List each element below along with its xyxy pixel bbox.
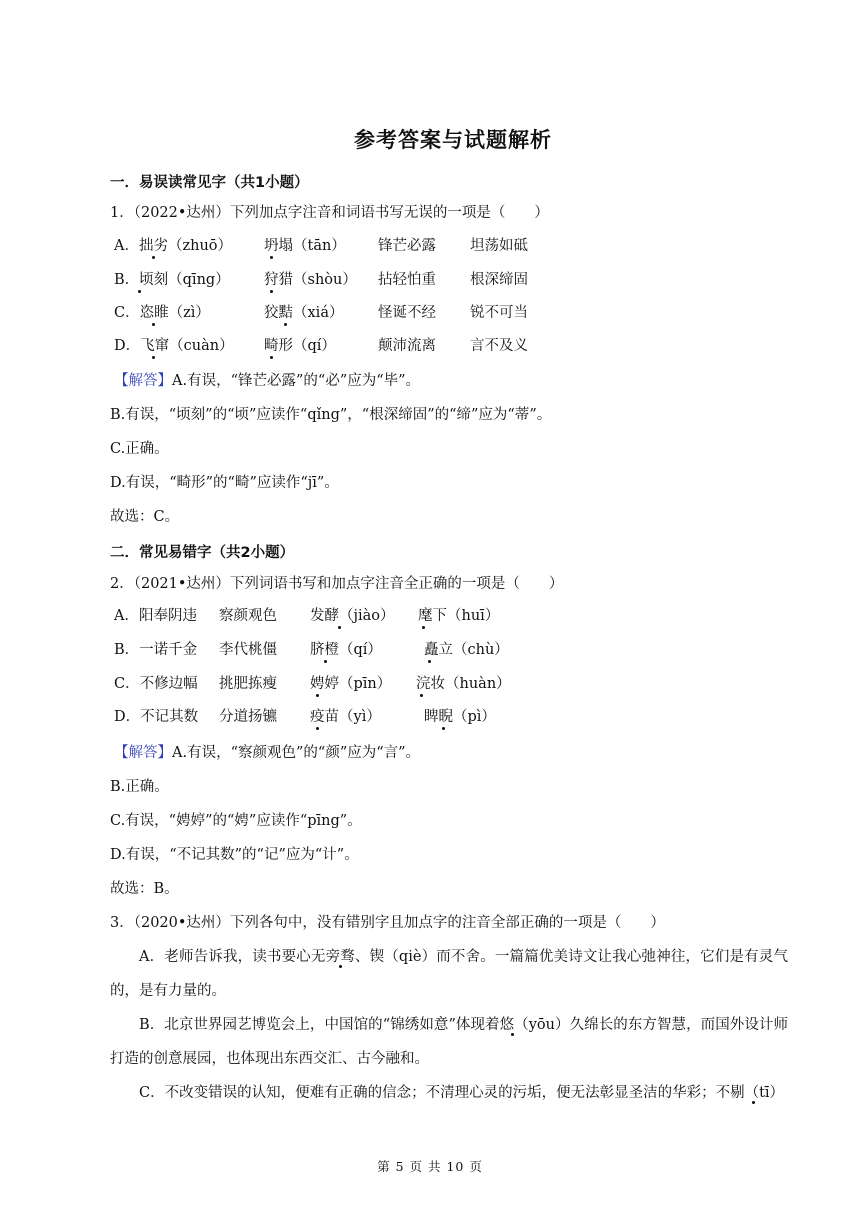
q2-option-cell: C．不修边幅 xyxy=(114,676,198,692)
q3-option-a: A．老师告诉我，读书要心无旁骛、锲（qiè）而不舍。一篇篇优美诗文让我心弛神往，它们是有灵气的，是有力量的。 xyxy=(110,949,788,999)
q2-option-cell: 察颜观色 xyxy=(219,608,277,624)
q1-option-cell: D．飞窜（cuàn） xyxy=(114,338,234,354)
emphasis-dot xyxy=(511,1033,514,1036)
emphasis-dot xyxy=(138,290,141,293)
q1-option-cell: 锐不可当 xyxy=(470,305,528,321)
q2-option-cell: 发酵（jiào） xyxy=(310,608,395,624)
q1-option-cell: A．拙劣（zhuō） xyxy=(114,238,233,254)
q1-option-cell: 怪诞不经 xyxy=(378,305,436,321)
q2-option-cell: D．不记其数 xyxy=(114,709,199,725)
emphasis-dot xyxy=(428,660,431,663)
q2-option-cell: 浣妆（huàn） xyxy=(416,676,511,692)
emphasis-dot xyxy=(442,727,445,730)
emphasis-dot xyxy=(316,727,319,730)
q1-answer-d: D.有误，“畸形”的“畸”应读作“jī”。 xyxy=(110,475,339,491)
q2-option-cell: 睥睨（pì） xyxy=(424,709,496,725)
answer-tag: 【解答】 xyxy=(114,373,172,389)
q2-answer-a: 【解答】A.有误，“察颜观色”的“颜”应为“言”。 xyxy=(114,745,421,761)
emphasis-dot xyxy=(339,965,342,968)
q1-option-cell: 狡黠（xiá） xyxy=(264,305,344,321)
q2-option-cell: 分道扬镳 xyxy=(219,709,277,725)
q2-stem: 2．（2021•达州）下列词语书写和加点字注音全正确的一项是（ ） xyxy=(110,576,564,592)
q1-option-cell: 根深缔固 xyxy=(470,272,528,288)
q1-option-cell: 锋芒必露 xyxy=(378,238,436,254)
q1-answer-a: 【解答】A.有误，“锋芒必露”的“必”应为“毕”。 xyxy=(114,373,421,389)
q1-option-cell: 狩猎（shòu） xyxy=(264,272,357,288)
section-heading-1: 一．易误读常见字（共1小题） xyxy=(110,175,309,191)
q3-option-c: C．不改变错误的认知，便难有正确的信念；不清理心灵的污垢，便无法彰显圣洁的华彩；不剔（tī） xyxy=(139,1085,785,1101)
q1-stem: 1．（2022•达州）下列加点字注音和词语书写无误的一项是（ ） xyxy=(110,205,549,221)
emphasis-dot xyxy=(270,256,273,259)
q3-option-b: B．北京世界园艺博览会上，中国馆的“锦绣如意”体现着悠（yōu）久绵长的东方智慧，而国外设计师打造的创意展园，也体现出东西交汇、古今融和。 xyxy=(110,1017,788,1067)
q1-option-cell: 言不及义 xyxy=(470,338,528,354)
q1-answer-c: C.正确。 xyxy=(110,441,169,457)
q1-choice: 故选：C。 xyxy=(110,509,180,525)
q2-option-cell: 矗立（chù） xyxy=(424,642,509,658)
q1-option-cell: 畸形（qí） xyxy=(264,338,336,354)
section-heading-2: 二．常见易错字（共2小题） xyxy=(110,545,295,561)
emphasis-dot xyxy=(270,290,273,293)
emphasis-dot xyxy=(752,1101,755,1104)
q1-option-cell: C．恣睢（zì） xyxy=(114,305,210,321)
page-footer: 第 5 页 共 10 页 xyxy=(377,1159,483,1174)
emphasis-dot xyxy=(324,660,327,663)
emphasis-dot xyxy=(152,323,155,326)
q1-option-cell: 坦荡如砥 xyxy=(470,238,528,254)
q1-option-cell: 坍塌（tān） xyxy=(264,238,346,254)
emphasis-dot xyxy=(338,626,341,629)
emphasis-dot xyxy=(152,256,155,259)
q3-stem: 3．（2020•达州）下列各句中，没有错别字且加点字的注音全部正确的一项是（ ） xyxy=(110,915,665,931)
emphasis-dot xyxy=(420,694,423,697)
q2-choice: 故选：B。 xyxy=(110,881,179,897)
q2-answer-b: B.正确。 xyxy=(110,779,169,795)
q1-option-cell: 颠沛流离 xyxy=(378,338,436,354)
q1-option-cell: B．顷刻（qīng） xyxy=(114,272,230,288)
q2-option-cell: A．阳奉阴违 xyxy=(114,608,197,624)
q2-answer-c: C.有误，“娉婷”的“娉”应读作“pīng”。 xyxy=(110,813,362,829)
emphasis-dot xyxy=(152,356,155,359)
q2-option-cell: 娉婷（pīn） xyxy=(310,676,392,692)
q2-option-cell: 麾下（huī） xyxy=(418,608,500,624)
q2-answer-d: D.有误，“不记其数”的“记”应为“计”。 xyxy=(110,847,359,863)
q2-option-cell: 挑肥拣瘦 xyxy=(219,676,277,692)
emphasis-dot xyxy=(270,356,273,359)
q2-option-cell: B．一诺千金 xyxy=(114,642,198,658)
emphasis-dot xyxy=(422,626,425,629)
emphasis-dot xyxy=(316,694,319,697)
answer-tag: 【解答】 xyxy=(114,745,172,761)
page-title: 参考答案与试题解析 xyxy=(354,128,552,152)
q2-option-cell: 李代桃僵 xyxy=(219,642,277,658)
q1-answer-b: B.有误，“顷刻”的“顷”应读作“qǐng”，“根深缔固”的“缔”应为“蒂”。 xyxy=(110,407,552,423)
emphasis-dot xyxy=(284,323,287,326)
q1-option-cell: 拈轻怕重 xyxy=(378,272,436,288)
q2-option-cell: 脐橙（qí） xyxy=(310,642,382,658)
q2-option-cell: 疫苗（yì） xyxy=(310,709,381,725)
